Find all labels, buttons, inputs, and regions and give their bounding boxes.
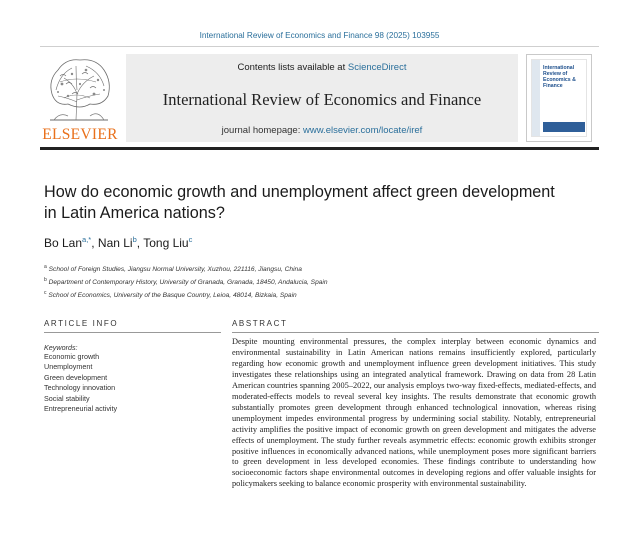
affiliation-line <box>44 262 564 275</box>
author-affiliation-mark[interactable]: b <box>132 235 137 244</box>
contents-availability <box>126 62 518 73</box>
article-info-heading: ARTICLE INFO <box>44 319 119 328</box>
keyword-item: Technology innovation <box>44 383 116 393</box>
cover-side-strip <box>532 60 540 136</box>
abstract-heading: ABSTRACT <box>232 319 288 328</box>
keyword-item: Economic growth <box>44 352 100 361</box>
journal-title: International Review of Economics and Finance <box>162 90 482 109</box>
journal-header-box <box>126 54 518 142</box>
affiliation-text: School of Foreign Studies, Jiangsu Normal University, Xuzhou, 221116, Jiangsu, China <box>48 266 302 274</box>
cover-page <box>531 59 587 137</box>
affiliation-text: School of Economics, University of the Basque Country, Leioa, 48014, Bizkaia, Spain <box>48 292 297 300</box>
affiliation-mark: c <box>44 290 47 297</box>
cover-footer-band <box>543 122 585 132</box>
keyword-item: Social stability <box>44 393 90 403</box>
contents-prefix: Contents lists available at <box>237 62 348 73</box>
author-affiliation-mark[interactable]: a,* <box>82 235 92 244</box>
homepage-link[interactable]: www.elsevier.com/locate/iref <box>303 125 423 136</box>
affiliation-line <box>44 275 564 288</box>
affiliations <box>44 262 564 302</box>
abstract-divider <box>232 332 599 333</box>
keywords-list <box>44 352 117 414</box>
publisher-name: ELSEVIER <box>42 126 118 143</box>
keywords-label: Keywords: <box>44 343 78 352</box>
homepage-prefix: journal homepage: <box>221 125 303 136</box>
author-name[interactable]: Nan Li <box>97 236 133 250</box>
journal-masthead <box>40 52 599 146</box>
journal-homepage <box>126 125 518 136</box>
top-divider <box>40 46 599 47</box>
paper-title: How do economic growth and unemployment affect green development in Latin America nations? <box>44 183 555 222</box>
cover-title: International Review of Economics & Finance <box>543 65 576 89</box>
affiliation-mark: a <box>44 264 47 270</box>
elsevier-tree-icon <box>46 54 114 124</box>
keyword-item: Entrepreneurial activity <box>44 404 118 414</box>
sciencedirect-link[interactable]: ScienceDirect <box>347 62 407 73</box>
elsevier-logo <box>40 54 120 142</box>
masthead-divider <box>40 147 599 150</box>
affiliation-line <box>44 288 564 301</box>
author-name[interactable]: Bo Lan <box>44 236 83 250</box>
author-affiliation-mark[interactable]: c <box>188 235 193 244</box>
keyword-item: Green development <box>44 372 108 382</box>
affiliation-mark: b <box>44 277 47 284</box>
article-info-divider <box>44 332 221 333</box>
author-name[interactable]: Tong Liu <box>143 236 189 250</box>
abstract-body: Despite mounting environmental pressures, the complex interplay between economic dynamics and environmental sustainability in Latin American nations remains insufficiently explored, particularly regarding how economic growth and unemployment influence green development initiatives. This study investigates these relationships using an integrated analytical framework. Drawing on data from 28 Latin American countries spanning 2005–2022, our analysis employs two-way fixed-effects, mediated-effects, and moderated-effects models to reveal several key insights. The results demonstrate that economic growth substantially promotes green development through enhanced technological innovation, whereas rising unemployment impedes environmental progress by undermining social stability. Notably, entrepreneurial activity amplifies the positive impact of economic growth on green development and mitigates the adverse effects of unemployment. The study further reveals asymmetric effects: economic growth exhibits stronger positive influences in economically advanced nations, while unemployment poses more significant barriers to green development in less developed economies. These findings contribute to understanding how socioeconomic factors shape environmental outcomes in developing regions and offer valuable insights for policymakers seeking to balance economic prosperity with environmental sustainability. <box>232 337 596 489</box>
affiliation-text: Department of Contemporary History, University of Granada, Granada, 18450, Andalucia, Spain <box>48 279 328 287</box>
keyword-item: Unemployment <box>44 362 93 372</box>
author-list: Bo Lan$^{a,*}$, Nan Li$^b$, Tong Liu$^c$ <box>44 235 193 250</box>
journal-citation[interactable]: International Review of Economics and Finance 98 (2025) 103955 <box>199 31 440 40</box>
journal-cover-thumbnail[interactable] <box>526 54 592 142</box>
